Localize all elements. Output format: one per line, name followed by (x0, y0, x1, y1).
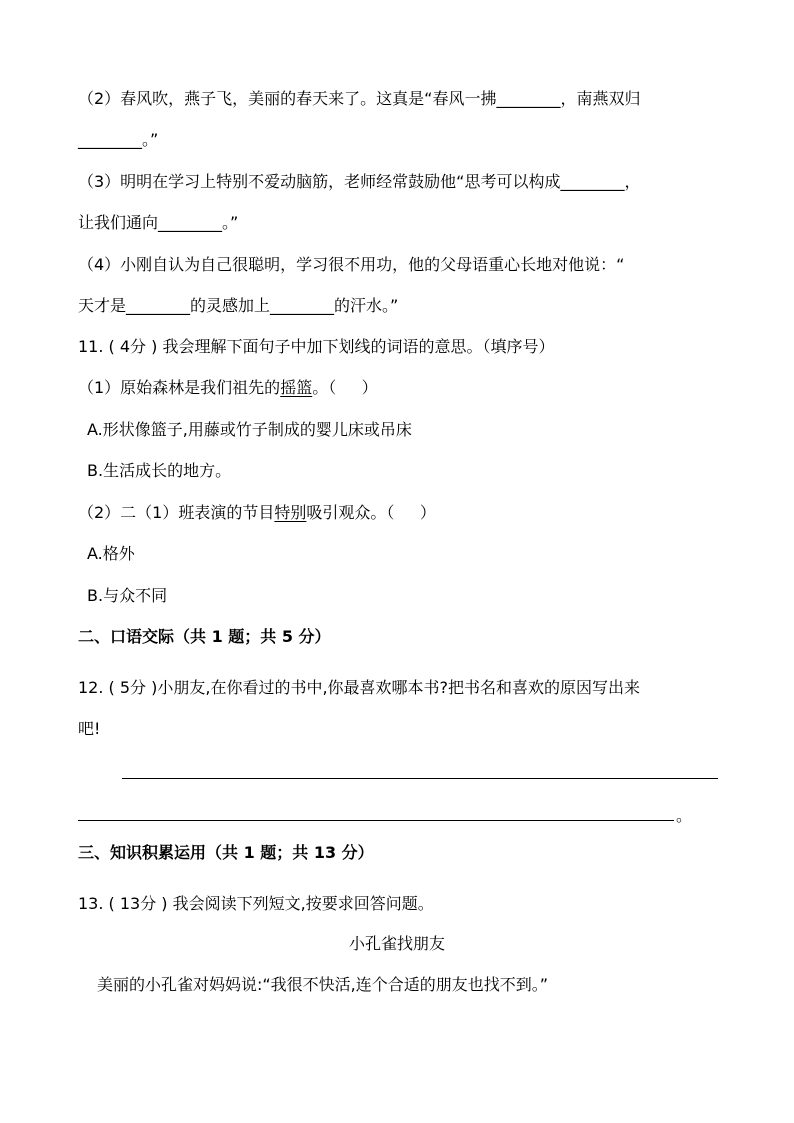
q11-sentence-1 (78, 377, 378, 399)
section-3-heading: 三、知识积累运用（共 1 题；共 13 分） (78, 843, 374, 862)
q12-end-mark: 。 (676, 806, 693, 825)
q10-item4-line2: 天才是________的灵感加上________的汗水。” (78, 296, 399, 315)
q11-s1-text: （1）原始森林是我们祖先的 (78, 378, 281, 397)
q10-item2-line1: （2）春风吹，燕子飞，美丽的春天来了。这真是“春风一拂________，南燕双归 (78, 89, 641, 108)
q13-title: 13. ( 13分 ) 我会阅读下列短文,按要求回答问题。 (78, 894, 434, 913)
q11-s1-answer-blank: 。（ ） (312, 378, 378, 397)
q11-sentence-2 (78, 502, 436, 524)
q12-prompt-line2: 吧! (78, 719, 101, 738)
q11-title: 11. ( 4分 ) 我会理解下面句子中加下划线的词语的意思。（填序号） (78, 337, 555, 356)
q10-item2-line2: ________。” (78, 130, 159, 149)
q11-s2-text: （2）二（1）班表演的节目 (78, 503, 275, 522)
q11-s2-option-a: A.格外 (87, 544, 135, 563)
q12-answer-line-1[interactable] (122, 778, 718, 779)
q10-item3-line2: 让我们通向________。” (78, 213, 239, 232)
q11-s1-option-a: A.形状像篮子,用藤或竹子制成的婴儿床或吊床 (87, 420, 412, 439)
q11-s2-answer-blank: 吸引观众。（ ） (306, 503, 436, 522)
q11-s1-option-b: B.生活成长的地方。 (87, 461, 232, 480)
section-2-heading: 二、口语交际（共 1 题；共 5 分） (78, 627, 331, 646)
passage-line-1: 美丽的小孔雀对妈妈说:“我很不快活,连个合适的朋友也找不到。” (97, 975, 549, 994)
passage-title: 小孔雀找朋友 (348, 934, 445, 953)
q10-item4-line1: （4）小刚自认为自己很聪明，学习很不用功，他的父母语重心长地对他说：“ (78, 255, 625, 274)
q12-prompt-line1: 12. ( 5分 )小朋友,在你看过的书中,你最喜欢哪本书?把书名和喜欢的原因写出来 (78, 678, 641, 697)
q11-s1-underlined-word: 摇篮 (280, 378, 313, 397)
q12-answer-line-2[interactable] (78, 820, 674, 821)
q10-item3-line1: （3）明明在学习上特别不爱动脑筋，老师经常鼓励他“思考可以构成________， (78, 172, 641, 191)
q11-s2-underlined-word: 特别 (274, 503, 307, 522)
q11-s2-option-b: B.与众不同 (87, 586, 168, 605)
